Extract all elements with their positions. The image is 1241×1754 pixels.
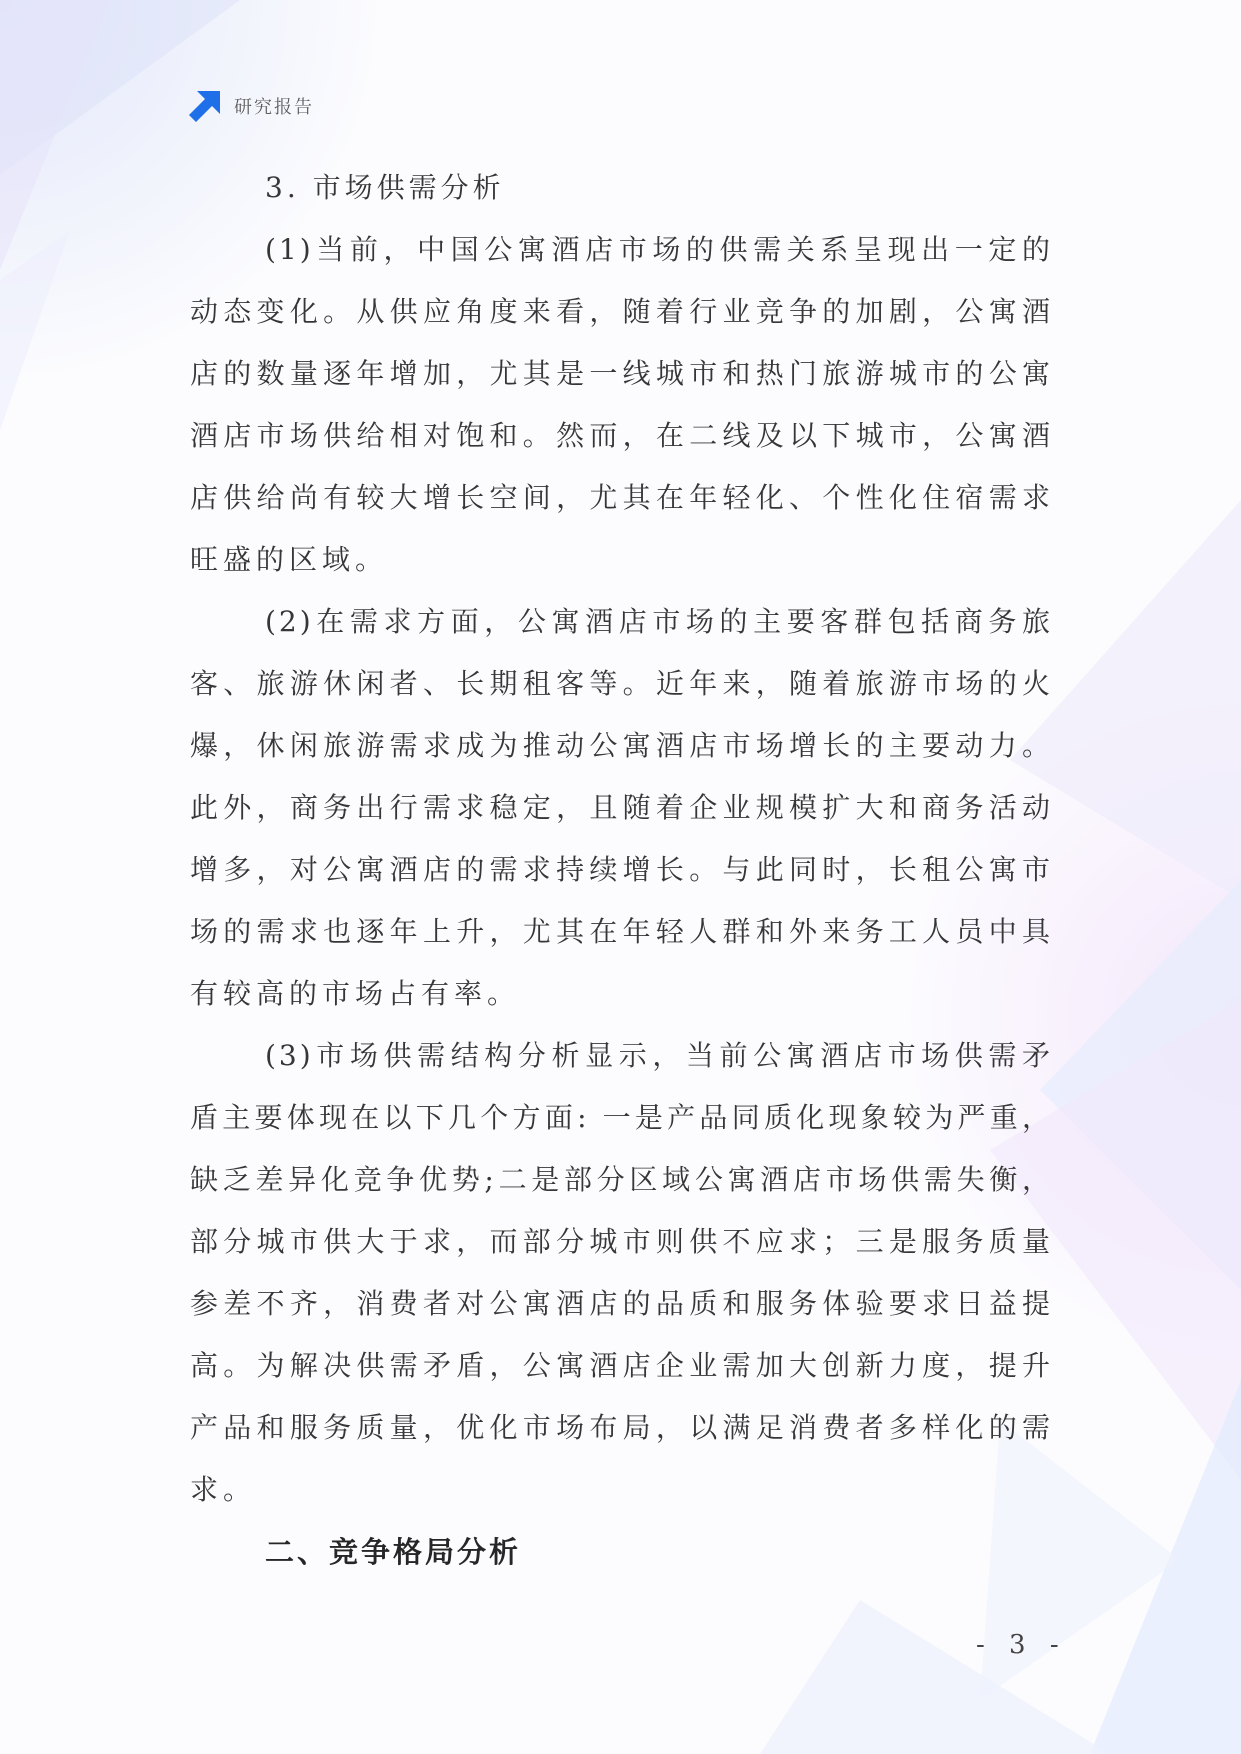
paragraph-line: 盾主要体现在以下几个方面: 一是产品同质化现象较为严重， bbox=[190, 1101, 1053, 1134]
paragraph-line: 缺乏差异化竞争优势;二是部分区域公寓酒店市场供需失衡， bbox=[190, 1163, 1053, 1196]
paragraph-line: 此外，商务出行需求稳定，且随着企业规模扩大和商务活动 bbox=[190, 791, 1053, 824]
paragraph-line: 产品和服务质量，优化市场布局，以满足消费者多样化的需 bbox=[190, 1411, 1053, 1444]
paragraph-line: 场的需求也逐年上升，尤其在年轻人群和外来务工人员中具 bbox=[190, 915, 1053, 948]
paragraph-line: 动态变化。从供应角度来看，随着行业竞争的加剧，公寓酒 bbox=[190, 295, 1053, 328]
document-body bbox=[190, 157, 1053, 1583]
paragraph-line: (1)当前，中国公寓酒店市场的供需关系呈现出一定的 bbox=[265, 233, 1053, 266]
report-header bbox=[188, 89, 314, 123]
paragraph-2 bbox=[190, 591, 1053, 1025]
paragraph-line: (2)在需求方面，公寓酒店市场的主要客群包括商务旅 bbox=[265, 605, 1053, 638]
paragraph-line: (3)市场供需结构分析显示，当前公寓酒店市场供需矛 bbox=[265, 1039, 1053, 1072]
paragraph-line: 客、旅游休闲者、长期租客等。近年来，随着旅游市场的火 bbox=[190, 667, 1053, 700]
paragraph-line: 高。为解决供需矛盾，公寓酒店企业需加大创新力度，提升 bbox=[190, 1349, 1053, 1382]
paragraph-line: 增多，对公寓酒店的需求持续增长。与此同时，长租公寓市 bbox=[190, 853, 1053, 886]
paragraph-line: 酒店市场供给相对饱和。然而，在二线及以下城市，公寓酒 bbox=[190, 419, 1053, 452]
header-label: 研究报告 bbox=[234, 97, 314, 118]
paragraph-line: 求。 bbox=[190, 1473, 257, 1506]
section-title: 3. 市场供需分析 bbox=[265, 171, 505, 204]
arrow-up-right-icon bbox=[188, 89, 222, 123]
page-number: - 3 - bbox=[976, 1630, 1067, 1660]
paragraph-line: 爆，休闲旅游需求成为推动公寓酒店市场增长的主要动力。 bbox=[190, 729, 1053, 762]
paragraph-line: 店供给尚有较大增长空间，尤其在年轻化、个性化住宿需求 bbox=[190, 481, 1053, 514]
paragraph-line: 店的数量逐年增加，尤其是一线城市和热门旅游城市的公寓 bbox=[190, 357, 1053, 390]
paragraph-3 bbox=[190, 1025, 1053, 1521]
paragraph-line: 部分城市供大于求，而部分城市则供不应求；三是服务质量 bbox=[190, 1225, 1053, 1258]
paragraph-line: 参差不齐，消费者对公寓酒店的品质和服务体验要求日益提 bbox=[190, 1287, 1053, 1320]
paragraph-line: 有较高的市场占有率。 bbox=[190, 977, 521, 1010]
next-section-title: 二、竞争格局分析 bbox=[265, 1535, 522, 1569]
paragraph-line: 旺盛的区域。 bbox=[190, 543, 389, 576]
paragraph-1 bbox=[190, 219, 1053, 591]
